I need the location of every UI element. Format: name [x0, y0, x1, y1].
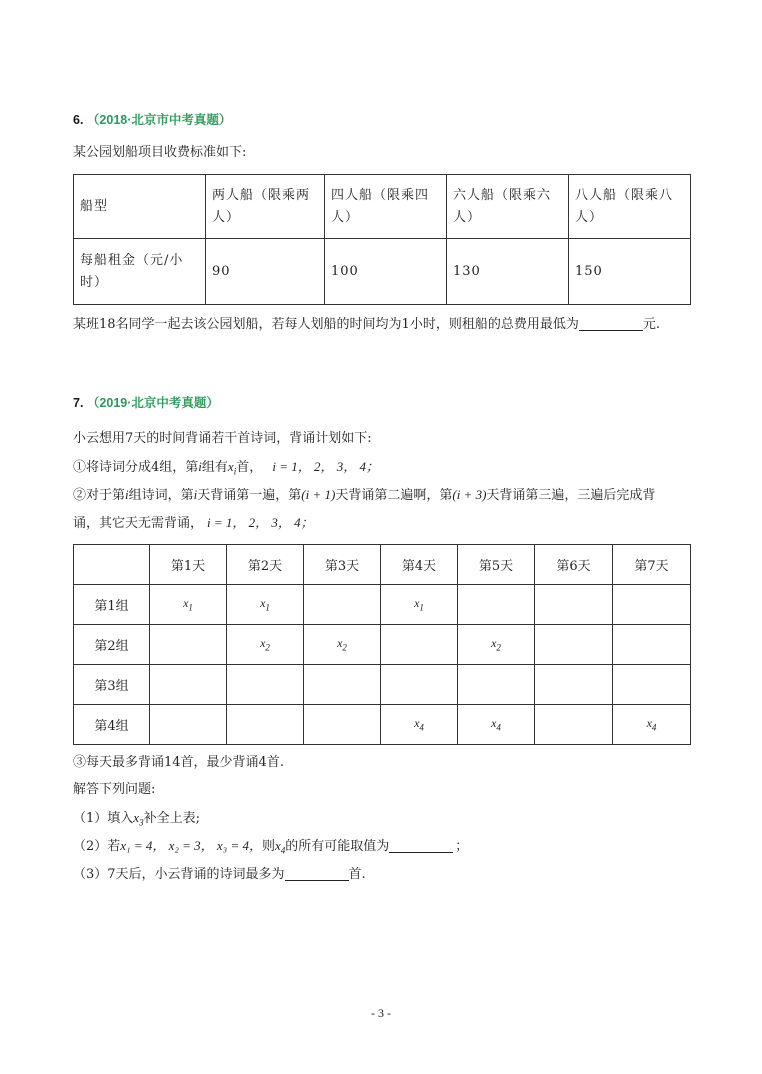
table-cell [535, 705, 613, 745]
question-text: 某班18名同学一起去该公园划船，若每人划船的时间均为1小时，则租船的总费用最低为 [73, 317, 579, 332]
table-cell [150, 625, 227, 665]
table-cell [613, 585, 691, 625]
table-cell: $x_1$ [227, 585, 304, 625]
table-cell: $x_2$ [458, 625, 535, 665]
math-expr: (i + 1) [301, 487, 336, 502]
table-cell [381, 665, 458, 705]
table-row [74, 625, 691, 665]
rule-3: ③每天最多背诵14首，最少背诵4首. [73, 755, 284, 770]
page-number: - 3 - [371, 1006, 391, 1020]
math-var: i [125, 487, 129, 502]
boat-fee-table [73, 174, 691, 305]
math-expr: (i + 3) [452, 487, 487, 502]
answer-blank[interactable] [389, 838, 453, 853]
rule-2-cont [73, 514, 314, 533]
math-var: $x_3$ [133, 810, 144, 828]
table-cell [458, 585, 535, 625]
table-header-row [74, 545, 691, 585]
recitation-plan-table [73, 544, 691, 745]
math-expr: i = 1， 2， 3， 4； [272, 459, 380, 474]
question-source: （2019·北京中考真题） [86, 396, 219, 410]
part-text: 则 [261, 839, 275, 854]
table-cell: 两人船（限乘两人） [206, 175, 325, 239]
group-header: 第2组 [74, 625, 150, 665]
table-cell [227, 665, 304, 705]
rule-text: 组有 [201, 460, 228, 475]
part-text: （3）7天后，小云背诵的诗词最多为 [73, 867, 285, 882]
table-cell: $x_4$ [458, 705, 535, 745]
table-cell: 船型 [74, 175, 206, 239]
math-expr: i = 1， 2， 3， 4； [207, 515, 314, 530]
table-cell [150, 705, 227, 745]
math-var: $x_4$ [274, 838, 286, 856]
solve-heading: 解答下列问题: [73, 782, 156, 797]
table-cell [535, 665, 613, 705]
group-header: 第4组 [74, 705, 150, 745]
table-cell [304, 705, 381, 745]
rule-text: 组诗词，第 [128, 488, 194, 503]
rule-text: ①将诗词分成4组，第 [73, 460, 199, 475]
question-7-heading [73, 393, 219, 411]
part-3 [73, 866, 366, 884]
math-var: i [198, 459, 202, 474]
table-cell [304, 585, 381, 625]
table-cell: $x_2$ [227, 625, 304, 665]
table-cell [150, 665, 227, 705]
question-source: （2018·北京市中考真题） [86, 113, 232, 127]
table-cell [304, 665, 381, 705]
day-header: 第2天 [227, 545, 304, 585]
table-row [74, 175, 691, 239]
question-number: 6. [73, 113, 84, 127]
table-cell: $x_2$ [304, 625, 381, 665]
group-header: 第3组 [74, 665, 150, 705]
day-header: 第5天 [458, 545, 535, 585]
day-header: 第6天 [535, 545, 613, 585]
table-cell: 90 [206, 239, 325, 305]
day-header: 第3天 [304, 545, 381, 585]
answer-blank[interactable] [285, 866, 349, 881]
rule-text: 天背诵第三遍，三遍后完成背 [486, 488, 656, 503]
table-cell: $x_4$ [381, 705, 458, 745]
table-corner-cell [74, 545, 150, 585]
table-cell: 六人船（限乘六人） [447, 175, 569, 239]
question-7-intro: 小云想用7天的时间背诵若干首诗词，背诵计划如下: [73, 431, 372, 446]
rule-text: 天背诵第二遍啊，第 [335, 488, 453, 503]
math-var: $x_i$ [227, 459, 237, 477]
part-text: 的所有可能取值为 [285, 839, 390, 854]
table-cell [458, 665, 535, 705]
table-cell: $x_1$ [150, 585, 227, 625]
table-cell [613, 665, 691, 705]
table-cell: 130 [447, 239, 569, 305]
day-header: 第7天 [613, 545, 691, 585]
table-cell [613, 625, 691, 665]
day-header: 第4天 [381, 545, 458, 585]
table-row [74, 239, 691, 305]
math-expr: x₁ = 4， x₂ = 3， x₃ = 4， [120, 838, 262, 853]
question-6-heading [73, 110, 231, 128]
part-1 [73, 809, 200, 832]
table-cell [381, 625, 458, 665]
table-cell: 四人船（限乘四人） [325, 175, 447, 239]
table-cell: 100 [325, 239, 447, 305]
table-cell [535, 585, 613, 625]
part-text: （2）若 [73, 839, 121, 854]
rule-text: ②对于第 [73, 488, 126, 503]
part-2 [73, 837, 468, 860]
group-header: 第1组 [74, 585, 150, 625]
table-cell [535, 625, 613, 665]
rule-2 [73, 486, 655, 505]
table-row [74, 585, 691, 625]
table-cell: $x_1$ [381, 585, 458, 625]
table-cell [227, 705, 304, 745]
question-unit: 元. [642, 317, 660, 332]
table-row [74, 665, 691, 705]
rule-text: 天背诵第一遍，第 [197, 488, 302, 503]
part-text: 补全上表; [143, 811, 200, 826]
day-header: 第1天 [150, 545, 227, 585]
part-text: ； [455, 839, 469, 854]
rule-text: 首， [236, 460, 263, 475]
table-cell: 每船租金（元/小时） [74, 239, 206, 305]
part-text: 首. [348, 867, 366, 882]
rule-text: 诵，其它天无需背诵， [73, 516, 204, 531]
table-cell: 八人船（限乘八人） [569, 175, 691, 239]
rule-1 [73, 458, 379, 481]
question-6-intro: 某公园划船项目收费标准如下: [73, 145, 247, 160]
answer-blank[interactable] [579, 316, 643, 331]
table-cell: $x_4$ [613, 705, 691, 745]
question-6-text [73, 316, 660, 334]
table-cell: 150 [569, 239, 691, 305]
math-var: i [193, 487, 198, 502]
part-text: （1）填入 [73, 811, 134, 826]
question-number: 7. [73, 396, 84, 410]
table-row [74, 705, 691, 745]
